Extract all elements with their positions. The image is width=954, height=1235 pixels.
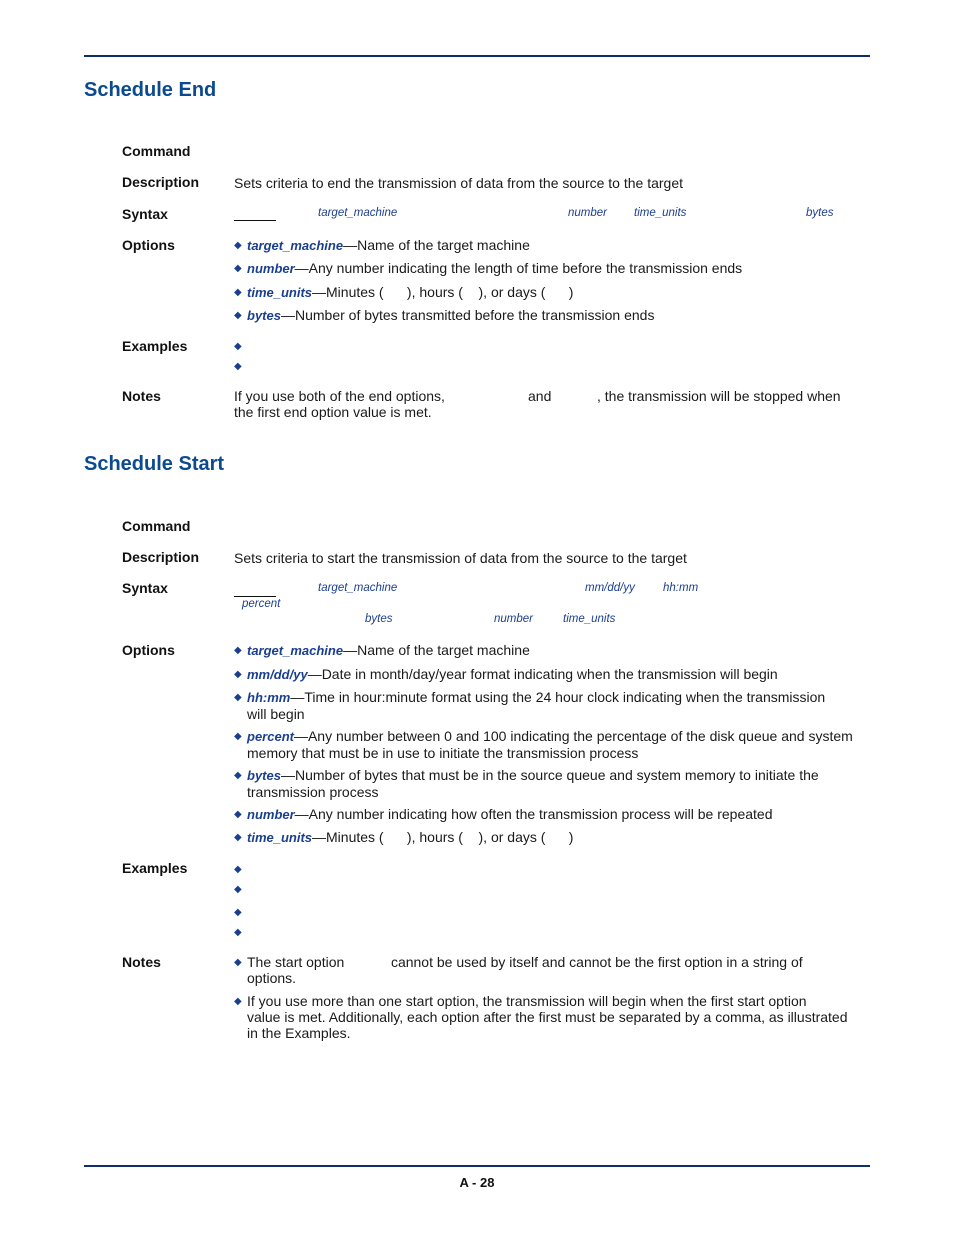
option-item: number—Any number indicating how often the transmission process will be repeated: [247, 806, 773, 822]
option-item: time_units—Minutes ( ), hours ( ), or days ( ): [247, 829, 574, 845]
syntax-blank-line: [234, 220, 276, 221]
label-examples: Examples: [122, 860, 188, 876]
notes-text-part2: and: [528, 388, 552, 404]
bullet-icon: ◆: [234, 240, 242, 251]
bullet-icon: ◆: [234, 770, 242, 781]
bullet-icon: ◆: [234, 731, 242, 742]
bullet-icon: ◆: [234, 884, 242, 895]
option-item: target_machine—Name of the target machine: [247, 642, 530, 658]
notes-item: If you use more than one start option, the transmission will begin when the first start option value is met. Additionally, each option after the first must be separated by a comma, as illustrated in the Examples.: [247, 993, 848, 1041]
bullet-icon: ◆: [234, 809, 242, 820]
bullet-icon: ◆: [234, 669, 242, 680]
syntax-bytes: bytes: [365, 613, 393, 625]
option-item: target_machine—Name of the target machine: [247, 237, 530, 253]
label-description: Description: [122, 174, 200, 190]
option-item: hh:mm—Time in hour:minute format using the 24 hour clock indicating when the transmission will begin: [247, 689, 826, 722]
label-syntax: Syntax: [122, 580, 168, 596]
notes-text-part3: , the transmission will be stopped when: [597, 388, 841, 404]
bullet-icon: ◆: [234, 692, 242, 703]
syntax-mmddyy: mm/dd/yy: [585, 582, 635, 594]
label-examples: Examples: [122, 338, 188, 354]
section-heading-schedule-start: Schedule Start: [84, 453, 225, 475]
syntax-target-machine: target_machine: [318, 207, 398, 219]
notes-text-line2: the first end option value is met.: [234, 404, 432, 420]
bullet-icon: ◆: [234, 310, 242, 321]
syntax-number: number: [568, 207, 607, 219]
syntax-blank-line: [234, 596, 276, 597]
label-syntax: Syntax: [122, 206, 168, 222]
top-rule: [84, 55, 870, 57]
option-item: percent—Any number between 0 and 100 indicating the percentage of the disk queue and system memory that must be in use to initiate the transmission process: [247, 728, 853, 761]
label-notes: Notes: [122, 388, 161, 404]
label-notes: Notes: [122, 954, 161, 970]
option-item: number—Any number indicating the length of time before the transmission ends: [247, 260, 743, 276]
label-options: Options: [122, 237, 175, 253]
page-number: A - 28: [459, 1175, 495, 1190]
syntax-target-machine: target_machine: [318, 582, 398, 594]
label-description: Description: [122, 549, 200, 565]
notes-text-part1: If you use both of the end options,: [234, 388, 445, 404]
section-heading-schedule-end: Schedule End: [84, 79, 217, 101]
bullet-icon: ◆: [234, 996, 242, 1007]
option-item: time_units—Minutes ( ), hours ( ), or days ( ): [247, 284, 574, 300]
bullet-icon: ◆: [234, 832, 242, 843]
option-item: bytes—Number of bytes that must be in the source queue and system memory to initiate the transmission process: [247, 767, 819, 800]
syntax-time-units: time_units: [634, 207, 687, 219]
syntax-time-units: time_units: [563, 613, 616, 625]
bullet-icon: ◆: [234, 907, 242, 918]
description-text: Sets criteria to end the transmission of data from the source to the target: [234, 175, 684, 191]
syntax-number: number: [494, 613, 533, 625]
bullet-icon: ◆: [234, 927, 242, 938]
bullet-icon: ◆: [234, 341, 242, 352]
bullet-icon: ◆: [234, 263, 242, 274]
label-command: Command: [122, 518, 191, 534]
bullet-icon: ◆: [234, 361, 242, 372]
option-item: mm/dd/yy—Date in month/day/year format indicating when the transmission will begin: [247, 666, 778, 682]
bullet-icon: ◆: [234, 957, 242, 968]
bullet-icon: ◆: [234, 645, 242, 656]
label-command: Command: [122, 143, 191, 159]
syntax-hhmm: hh:mm: [663, 582, 699, 594]
description-text: Sets criteria to start the transmission of data from the source to the target: [234, 550, 687, 566]
label-options: Options: [122, 642, 175, 658]
bullet-icon: ◆: [234, 864, 242, 875]
syntax-bytes: bytes: [806, 207, 834, 219]
bullet-icon: ◆: [234, 287, 242, 298]
notes-item: The start option cannot be used by itself and cannot be the first option in a string of options.: [247, 954, 803, 986]
option-item: bytes—Number of bytes transmitted before the transmission ends: [247, 307, 655, 323]
bottom-rule: [84, 1165, 870, 1167]
syntax-percent: percent: [242, 598, 281, 610]
